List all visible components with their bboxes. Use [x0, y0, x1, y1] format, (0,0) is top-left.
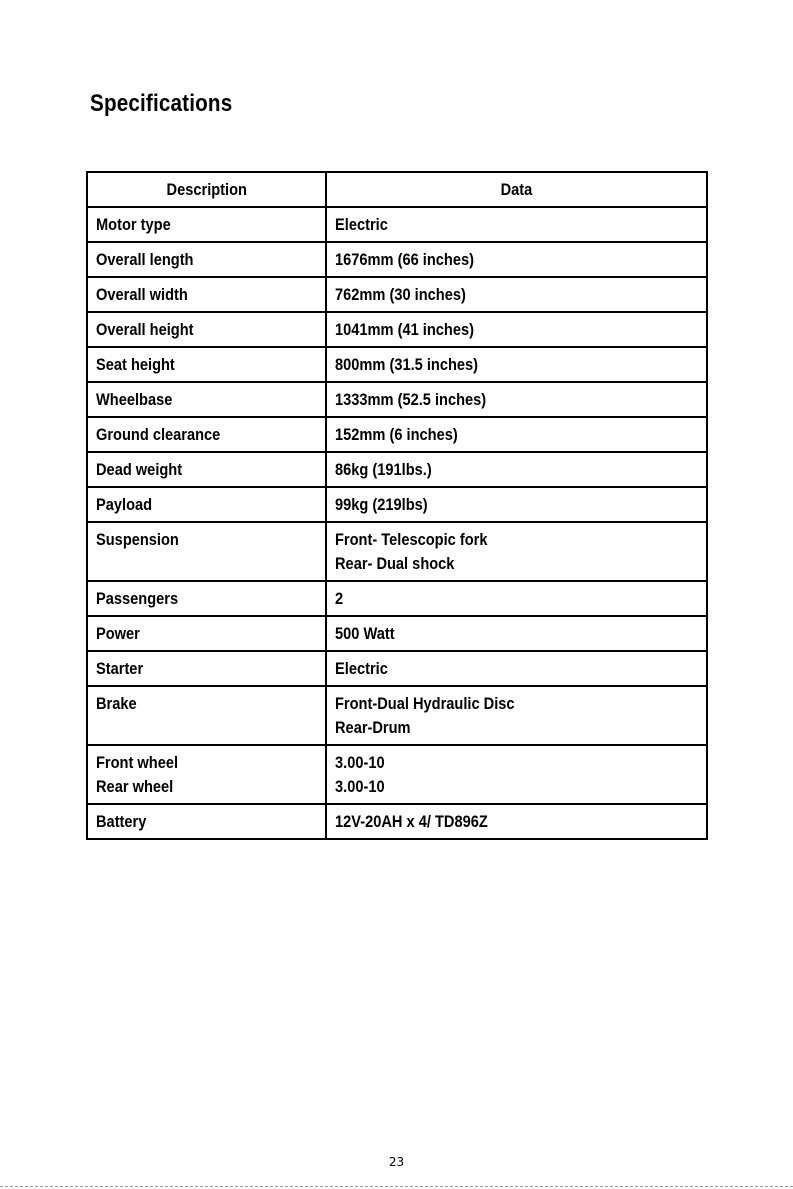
row-description-cell: Overall width [87, 277, 326, 312]
row-data-cell: Electric [326, 207, 707, 242]
row-description-cell: Front wheel Rear wheel [87, 745, 326, 804]
row-data-cell: 2 [326, 581, 707, 616]
table-row [87, 804, 707, 839]
row-data-cell: 86kg (191lbs.) [326, 452, 707, 487]
table-row [87, 616, 707, 651]
specifications-table [86, 171, 708, 840]
row-description-cell: Overall length [87, 242, 326, 277]
row-description-cell: Ground clearance [87, 417, 326, 452]
table-row [87, 581, 707, 616]
row-description-cell: Battery [87, 804, 326, 839]
row-description-cell: Power [87, 616, 326, 651]
row-description-cell: Payload [87, 487, 326, 522]
table-row [87, 347, 707, 382]
row-description-cell: Overall height [87, 312, 326, 347]
row-data-cell: Front- Telescopic fork Rear- Dual shock [326, 522, 707, 581]
row-description-cell: Motor type [87, 207, 326, 242]
row-data-cell: Electric [326, 651, 707, 686]
row-description-cell: Brake [87, 686, 326, 745]
row-description-cell: Suspension [87, 522, 326, 581]
page-bottom-border [0, 1186, 793, 1187]
row-description-cell: Wheelbase [87, 382, 326, 417]
table-row [87, 452, 707, 487]
row-data-cell: 99kg (219lbs) [326, 487, 707, 522]
row-data-cell: 152mm (6 inches) [326, 417, 707, 452]
table-row [87, 686, 707, 745]
table-row [87, 417, 707, 452]
table-row [87, 242, 707, 277]
table-row [87, 207, 707, 242]
table-row [87, 651, 707, 686]
table-row [87, 382, 707, 417]
row-data-cell: 12V-20AH x 4/ TD896Z [326, 804, 707, 839]
row-data-cell: 3.00-10 3.00-10 [326, 745, 707, 804]
row-data-cell: 1676mm (66 inches) [326, 242, 707, 277]
page-title: Specifications [90, 90, 233, 117]
row-data-cell: 1041mm (41 inches) [326, 312, 707, 347]
row-description-cell: Dead weight [87, 452, 326, 487]
table-row [87, 277, 707, 312]
row-data-cell: 800mm (31.5 inches) [326, 347, 707, 382]
row-data-cell: 1333mm (52.5 inches) [326, 382, 707, 417]
column-header-description: Description [87, 172, 326, 207]
row-data-cell: Front-Dual Hydraulic Disc Rear-Drum [326, 686, 707, 745]
table-row [87, 522, 707, 581]
page-number: 23 [388, 1155, 405, 1169]
row-description-cell: Passengers [87, 581, 326, 616]
table-header-row [87, 172, 707, 207]
row-description-cell: Starter [87, 651, 326, 686]
column-header-data: Data [326, 172, 707, 207]
row-data-cell: 762mm (30 inches) [326, 277, 707, 312]
table-row [87, 312, 707, 347]
row-data-cell: 500 Watt [326, 616, 707, 651]
row-description-cell: Seat height [87, 347, 326, 382]
table-row [87, 745, 707, 804]
table-row [87, 487, 707, 522]
